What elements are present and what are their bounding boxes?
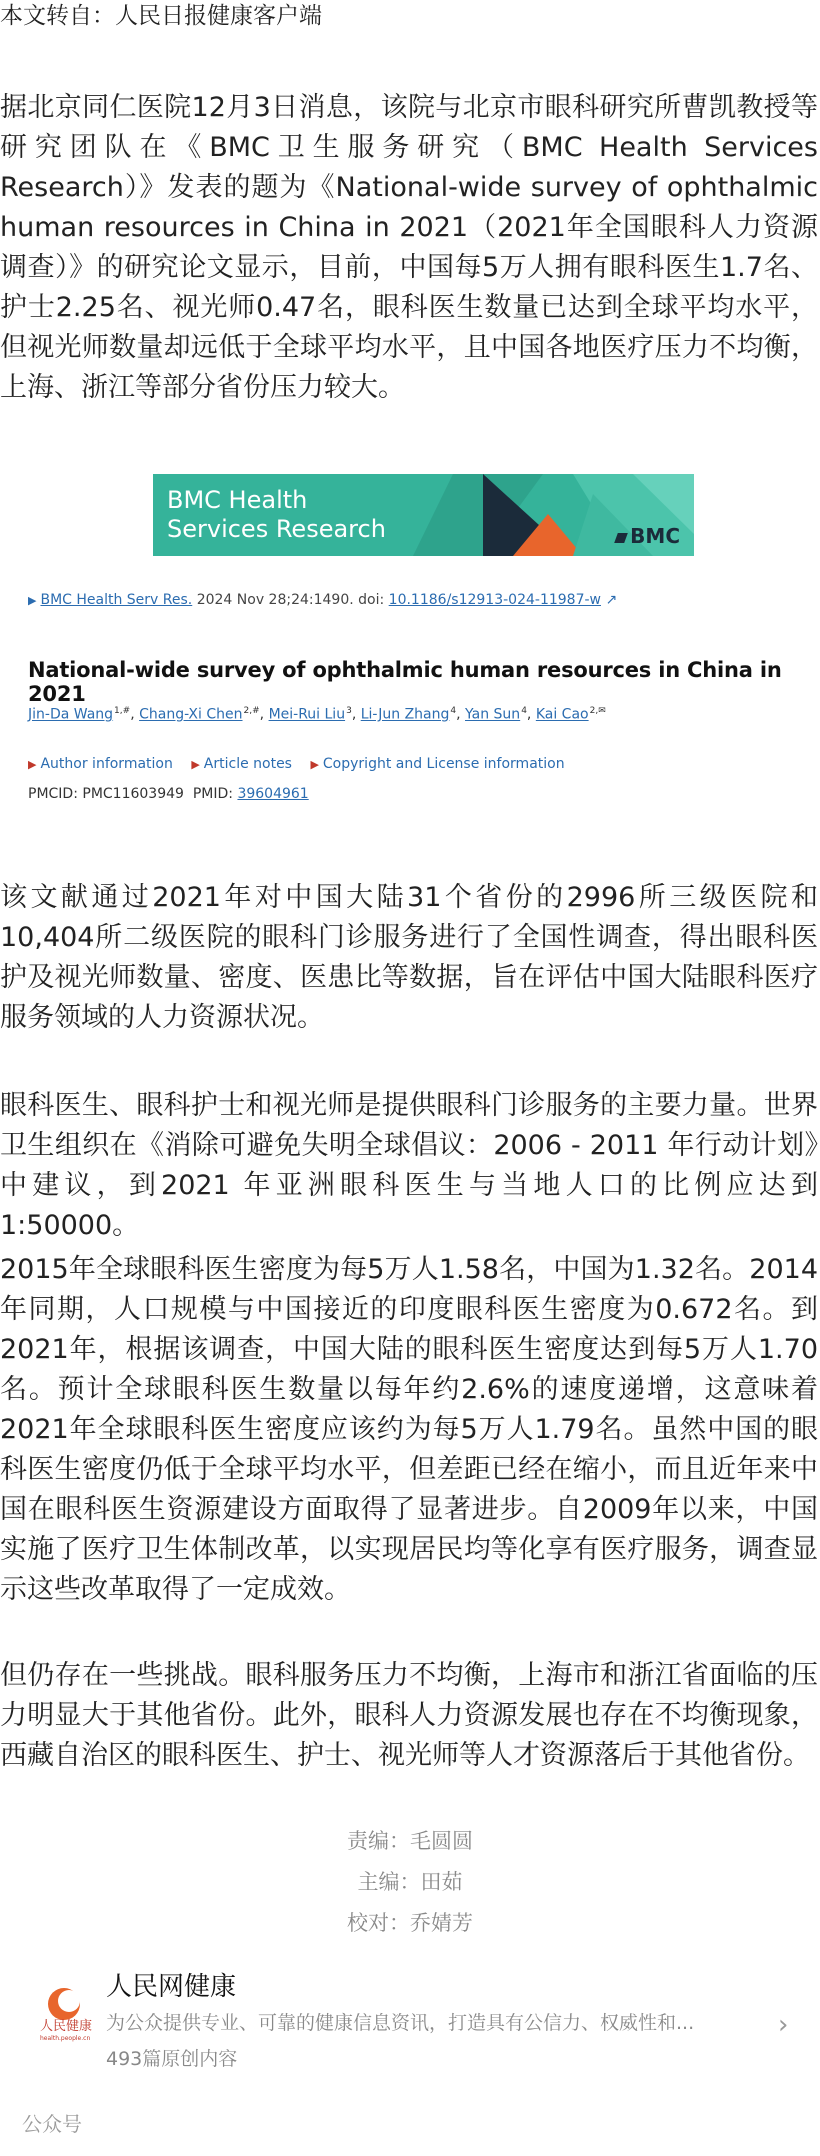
author-sup: 2,#	[243, 706, 260, 716]
copyright-link[interactable]	[310, 756, 564, 772]
pmid-link[interactable]: 39604961	[237, 786, 309, 802]
banner-title-line1: BMC Health	[167, 486, 308, 514]
journal-link[interactable]: BMC Health Serv Res.	[40, 592, 193, 608]
author-link[interactable]: Yan Sun	[465, 706, 521, 723]
author-link[interactable]: Jin-Da Wang	[28, 706, 114, 723]
paragraph-intro: 据北京同仁医院12月3日消息，该院与北京市眼科研究所曹凯教授等研究团队在《BMC卫生服务研究（BMC Health Services Research）》发表的题为《National-wide survey of ophthalmic human resources in China in 2021（2021年全国眼科人力资源调查）》的研究论文显示，目前，中国每5万人拥有眼科医生1.7名、护士2.25名、视光师0.47名，眼科医生数量已达到全球平均水平，但视光师数量却远低于全球平均水平，且中国各地医疗压力不均衡，上海、浙江等部分省份压力较大。	[0, 92, 818, 403]
banner-title	[167, 486, 386, 544]
banner-title-line2: Services Research	[167, 515, 386, 543]
bmc-logo	[616, 524, 680, 548]
article-notes-link[interactable]	[191, 756, 292, 772]
doi-link[interactable]: 10.1186/s12913-024-11987-w	[388, 592, 601, 608]
paragraph-density: 2015年全球眼科医生密度为每5万人1.58名，中国为1.32名。2014年同期，人口规模与中国接近的印度眼科医生密度为0.672名。到2021年，根据该调查，中国大陆的眼科医生密度达到每5万人1.70名。预计全球眼科医生数量以每年约2.6%的速度递增，这意味着2021年全球眼科医生密度应该约为每5万人1.79名。虽然中国的眼科医生密度仍低于全球平均水平，但差距已经在缩小，而且近年来中国在眼科医生资源建设方面取得了显著进步。自2009年以来，中国实施了医疗卫生体制改革，以实现居民均等化享有医疗服务，调查显示这些改革取得了一定成效。	[0, 1254, 818, 1605]
author-sup: 2,✉	[589, 706, 606, 716]
credit-chief-editor: 主编：田茹	[357, 1870, 463, 1894]
article-title: National-wide survey of ophthalmic human resources in China in 2021	[28, 658, 782, 706]
account-name: 人民网健康	[106, 1972, 237, 2002]
credit-proofreader: 校对：乔婧芳	[347, 1911, 473, 1935]
paragraph-challenges: 但仍存在一些挑战。眼科服务压力不均衡，上海市和浙江省面临的压力明显大于其他省份。此外，眼科人力资源发展也存在不均衡现象，西藏自治区的眼科医生、护士、视光师等人才资源落后于其他省份。	[0, 1660, 818, 1771]
triangle-right-icon: ▶	[28, 758, 37, 771]
source-line: 本文转自：人民日报健康客户端	[0, 3, 322, 29]
external-link-icon: ↗	[605, 592, 618, 608]
official-account-card[interactable]	[30, 1960, 800, 2080]
account-logo-subtext: health.people.cn	[40, 2035, 91, 2042]
journal-banner	[153, 474, 694, 556]
paragraph-survey: 该文献通过2021年对中国大陆31个省份的2996所三级医院和10,404所二级医院的眼科门诊服务进行了全国性调查，得出眼科医护及视光师数量、密度、医患比等数据，旨在评估中国大陆眼科医疗服务领域的人力资源状况。	[0, 882, 818, 1033]
author-sup: 4	[450, 706, 457, 716]
citation	[28, 592, 617, 608]
author-link[interactable]: Li-Jun Zhang	[360, 706, 450, 723]
author-sup: 4	[521, 706, 527, 716]
account-article-count: 493篇原创内容	[106, 2048, 238, 2070]
pmc-ids	[28, 786, 309, 802]
author-list: Jin-Da Wang$^{1,\#}$, Chang-Xi Chen$^{2,\#}$, Mei-Rui Liu$^3$, Li-Jun Zhang$^4$, Yan Sun$^4$, Kai Cao$^{2,✉}$	[28, 706, 606, 723]
account-logo	[30, 1974, 110, 2054]
link-label: Copyright and License information	[322, 756, 565, 772]
triangle-right-icon: ▶	[28, 594, 37, 607]
author-link[interactable]: Kai Cao	[535, 706, 589, 723]
triangle-right-icon: ▶	[310, 758, 319, 771]
article-card-image	[0, 440, 820, 840]
pmid-label: PMID:	[192, 786, 233, 802]
link-label: Author information	[40, 756, 173, 772]
citation-detail: 2024 Nov 28;24:1490. doi:	[196, 592, 385, 608]
author-link[interactable]: Chang-Xi Chen	[139, 706, 243, 723]
link-label: Article notes	[203, 756, 292, 772]
account-logo-text: 人民健康	[40, 2019, 93, 2034]
author-link[interactable]: Mei-Rui Liu	[268, 706, 346, 723]
chevron-right-icon: ›	[778, 2010, 789, 2040]
official-account-label: 公众号	[22, 2112, 82, 2136]
bmc-logo-text: BMC	[630, 524, 680, 548]
credit-editor: 责编：毛圆圆	[347, 1829, 473, 1853]
triangle-right-icon: ▶	[191, 758, 200, 771]
author-sup: 3	[346, 706, 352, 716]
account-description: 为公众提供专业、可靠的健康信息资讯，打造具有公信力、权威性和...	[106, 2012, 695, 2034]
author-information-link[interactable]	[28, 756, 173, 772]
article-info-links	[28, 756, 579, 772]
author-sup: 1,#	[114, 706, 131, 716]
pmcid: PMCID: PMC11603949	[28, 786, 184, 802]
paragraph-who: 眼科医生、眼科护士和视光师是提供眼科门诊服务的主要力量。世界卫生组织在《消除可避免失明全球倡议：2006 - 2011 年行动计划》中建议，到2021 年亚洲眼科医生与当地人口的比例应达到 1:50000。	[0, 1090, 818, 1241]
